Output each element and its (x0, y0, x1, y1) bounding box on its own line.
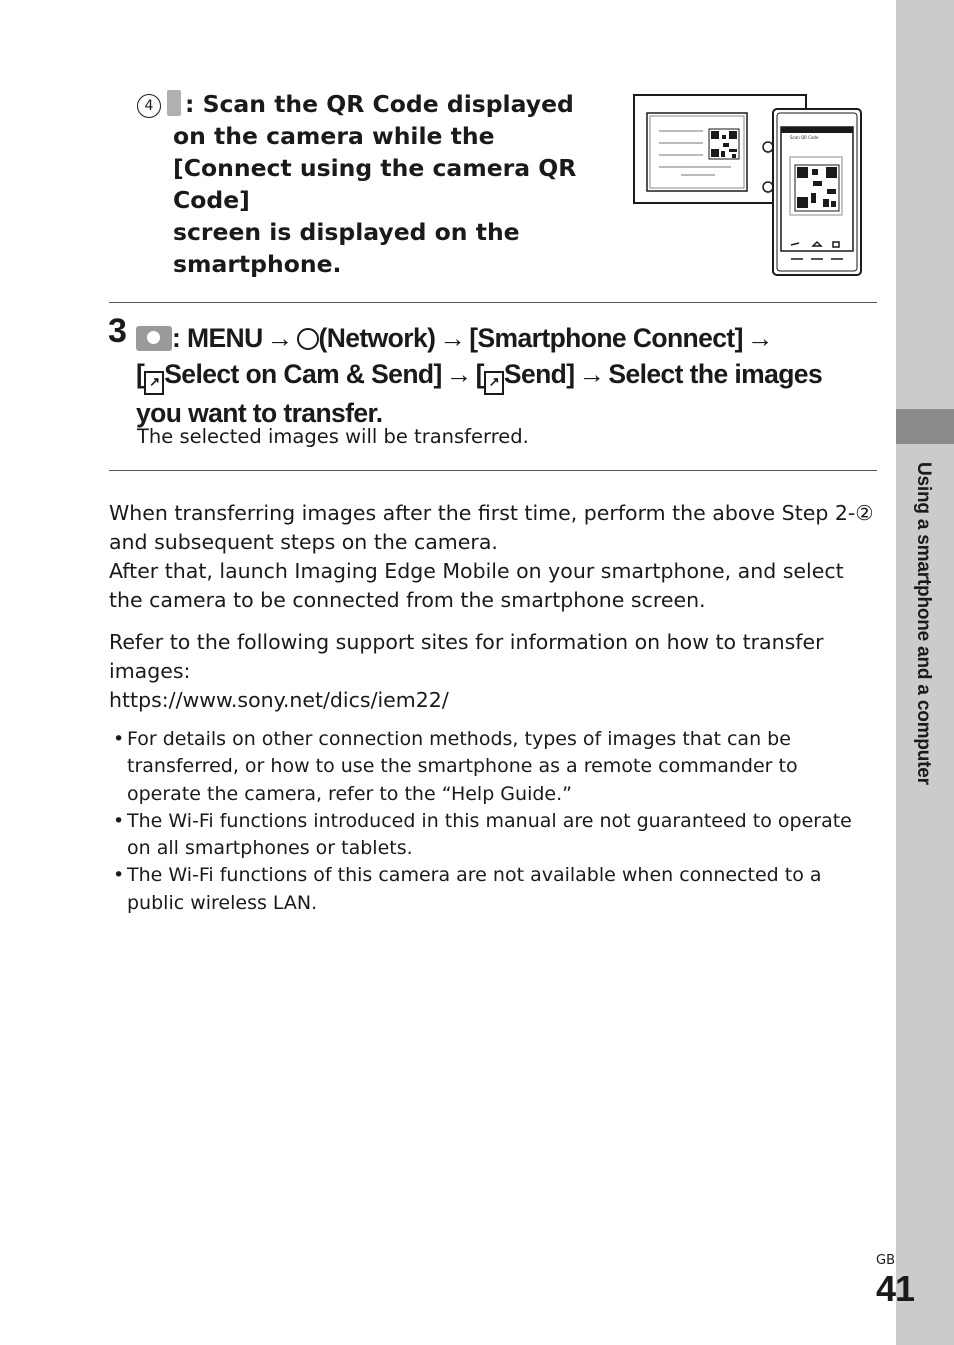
step-4-number: 4 (137, 94, 161, 118)
network-globe-icon (297, 328, 319, 350)
step-3-line-2: [ ↗ Select on Cam & Send] → [ ↗ Send] → Select the images (136, 356, 876, 395)
arrow-icon: → (445, 359, 472, 389)
arrow-icon: → (266, 323, 293, 353)
section-title-text: Using a smartphone and a computer (913, 462, 934, 785)
step-3-line-3: you want to transfer. (136, 398, 383, 428)
step-3-note: The selected images will be transferred. (137, 425, 529, 448)
smartphone-qr-code-icon (795, 165, 839, 211)
section-title (897, 462, 947, 842)
paragraph-support-sites: Refer to the following support sites for information on how to transfer images: https://www.sony.net/dics/iem22/ (109, 628, 879, 715)
smartphone-screen-title: Scan QR Code (790, 135, 819, 140)
sidebar-section-tab (896, 409, 954, 444)
section-divider-top (109, 302, 877, 303)
paragraph-repeat-transfer: When transferring images after the first time, perform the above Step 2-② and subsequent steps on the camera. After that, launch Imaging Edge Mobile on your smartphone, and select the camera to be connected from the smartphone screen. (109, 501, 874, 612)
step-4-line-4: screen is displayed on the (173, 218, 520, 246)
step-3-instruction (136, 320, 876, 431)
camera-button (763, 182, 773, 192)
camera-qr-code-icon (709, 129, 739, 159)
support-url-link[interactable]: https://www.sony.net/dics/iem22/ (109, 688, 449, 712)
step-4-line-5: smartphone. (173, 250, 342, 278)
arrow-icon: → (578, 359, 605, 389)
step-4-line-2: on the camera while the (173, 122, 495, 150)
camera-smartphone-qr-illustration (633, 93, 865, 278)
step-3-number: 3 (108, 312, 127, 350)
page-number: 41 (876, 1268, 915, 1309)
send-to-smartphone-icon: ↗ (484, 371, 504, 395)
arrow-icon: → (746, 323, 773, 353)
step-4-line-1: 4 : Scan the QR Code displayed (137, 90, 574, 118)
notes-list (113, 726, 873, 917)
section-divider-bottom (109, 470, 877, 471)
list-item: • For details on other connection methods, types of images that can be transferred, or how to use the smartphone as a remote commander to operate the camera, refer to the “Help Guide.” (113, 726, 873, 808)
camera-mode-icon (136, 326, 172, 351)
step-4-instruction (137, 88, 617, 280)
send-to-smartphone-icon: ↗ (144, 371, 164, 395)
step-4-line-3: [Connect using the camera QR Code] (173, 154, 577, 214)
step-3-line-1: : MENU → (Network) → [Smartphone Connect] → (136, 320, 876, 356)
list-item: • The Wi-Fi functions introduced in this manual are not guaranteed to operate on all smartphones or tablets. (113, 808, 873, 863)
smartphone-status-bar (781, 127, 853, 133)
camera-dial (763, 142, 773, 152)
language-code: GB (876, 1253, 895, 1268)
arrow-icon: → (439, 323, 466, 353)
smartphone-icon (167, 90, 181, 116)
list-item: • The Wi-Fi functions of this camera are not available when connected to a public wireless LAN. (113, 862, 873, 917)
